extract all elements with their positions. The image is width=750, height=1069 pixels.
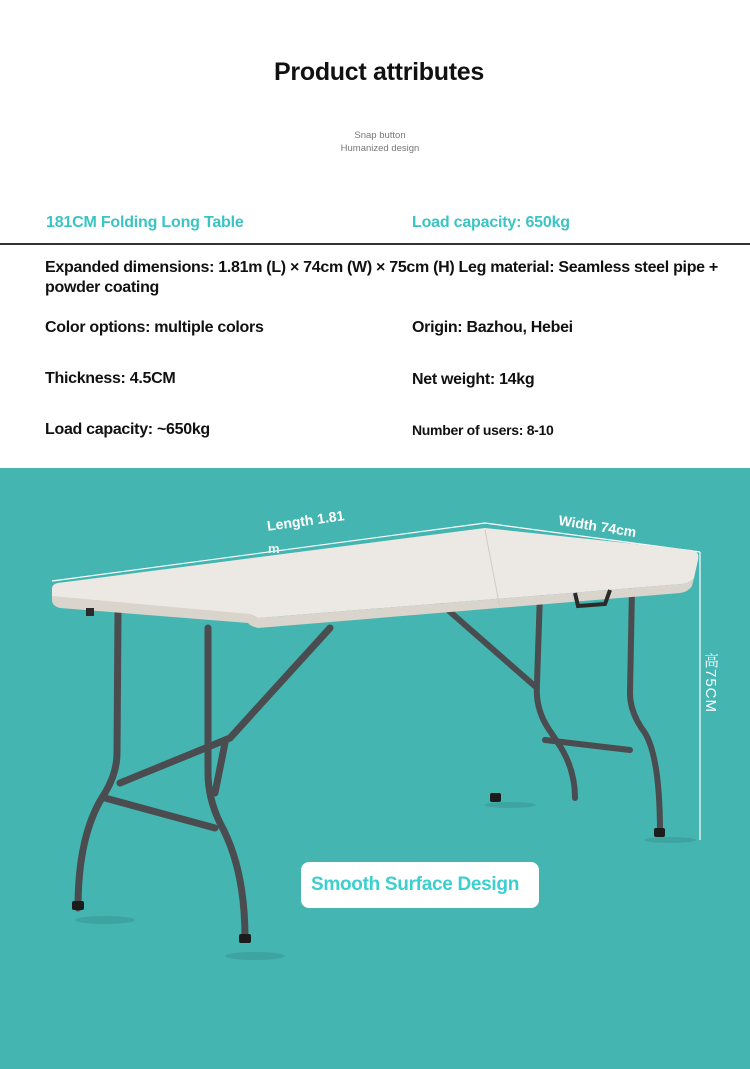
attr-thickness: Thickness: 4.5CM xyxy=(45,370,176,387)
product-name-highlight: 181CM Folding Long Table xyxy=(46,214,244,231)
page-title: Product attributes xyxy=(274,58,484,86)
subnote-line-2: Humanized design xyxy=(340,143,420,154)
subnote-line-1: Snap button xyxy=(354,130,406,141)
attr-origin: Origin: Bazhou, Hebei xyxy=(412,319,573,336)
product-photo xyxy=(0,468,750,1069)
attr-users: Number of users: 8-10 xyxy=(412,422,554,438)
product-attributes-section xyxy=(0,0,750,468)
divider xyxy=(0,243,750,245)
folding-table-illustration xyxy=(0,468,750,1069)
attr-dimensions: Expanded dimensions: 1.81m (L) × 74cm (W) × 75cm (H) Leg material: Seamless steel pipe + powder coating xyxy=(45,259,718,296)
load-capacity-highlight: Load capacity: 650kg xyxy=(412,214,570,231)
width-label: Width 74cm xyxy=(557,512,638,541)
attr-net-weight: Net weight: 14kg xyxy=(412,371,535,388)
attr-load-capacity: Load capacity: ~650kg xyxy=(45,421,210,438)
attr-color: Color options: multiple colors xyxy=(45,319,264,336)
height-label: 高75CM xyxy=(702,653,719,714)
length-label: Length 1.81 xyxy=(266,507,346,534)
feature-subnote xyxy=(0,129,750,155)
feature-badge: Smooth Surface Design xyxy=(301,862,539,908)
length-label-unit: m xyxy=(268,541,280,556)
